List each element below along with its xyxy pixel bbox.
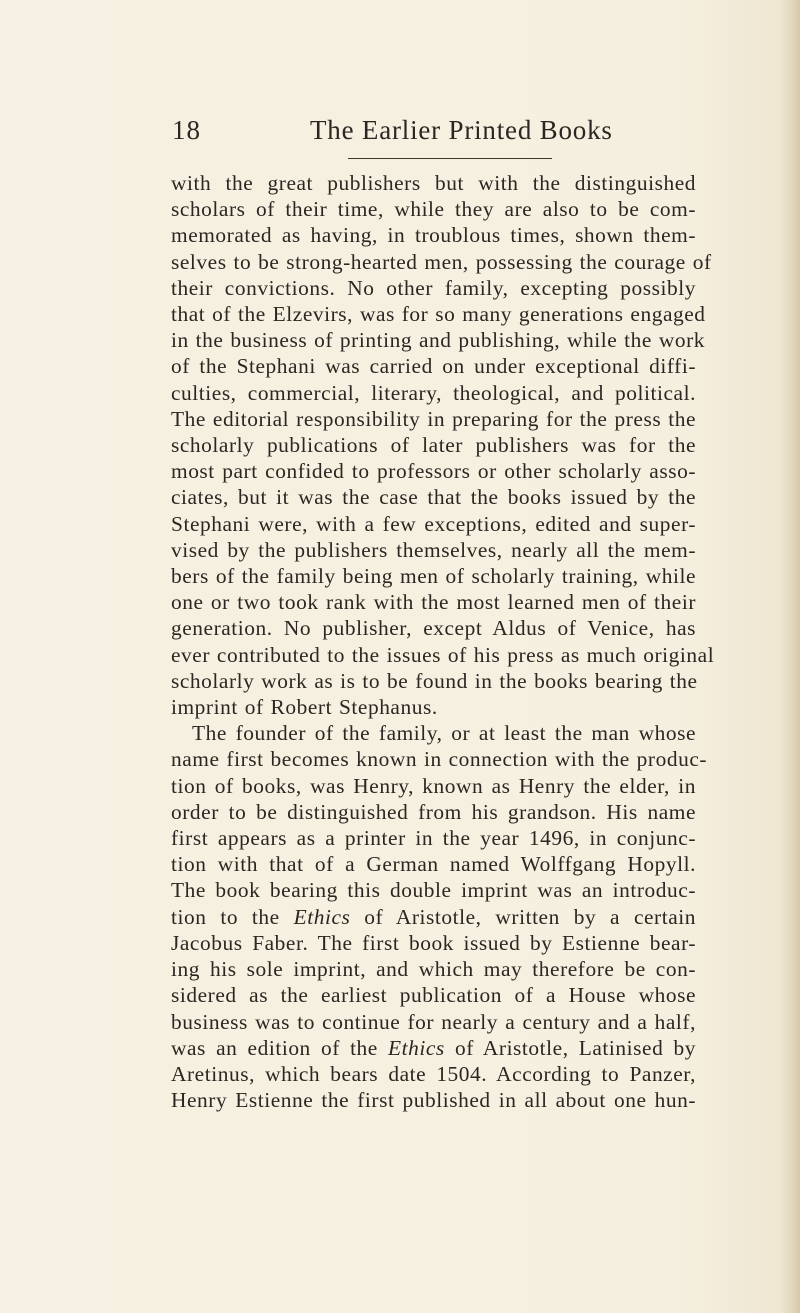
text-line: scholarly publications of later publishers was for the xyxy=(171,433,696,458)
text-line: bers of the family being men of scholarly training, while xyxy=(171,564,696,589)
text-segment: of Aristotle, Latinised by xyxy=(454,1035,696,1060)
text-line: tion with that of a German named Wolffgang Hopyll. xyxy=(171,852,696,877)
text-line: of the Stephani was carried on under exceptional diffi- xyxy=(171,354,696,379)
header-rule xyxy=(348,158,552,159)
text-line: in the business of printing and publishing, while the work xyxy=(171,328,706,353)
text-line: most part confided to professors or other scholarly asso- xyxy=(171,459,696,484)
text-line: generation. No publisher, except Aldus of Venice, has xyxy=(171,616,696,641)
text-line: business was to continue for nearly a century and a half, xyxy=(171,1009,696,1034)
text-line: name first becomes known in connection with the produc- xyxy=(171,747,708,772)
page-header xyxy=(172,112,692,152)
text-line: vised by the publishers themselves, nearly all the mem- xyxy=(171,537,696,562)
text-segment: tion to the xyxy=(171,904,280,929)
text-line: scholarly work as is to be found in the books bearing the xyxy=(171,668,698,693)
text-segment: of Aristotle, written by a certain xyxy=(364,904,697,929)
text-line: Stephani were, with a few exceptions, edited and super- xyxy=(171,511,696,536)
text-line: selves to be strong-hearted men, possessing the courage of xyxy=(171,249,712,274)
text-line: sidered as the earliest publication of a House whose xyxy=(171,983,696,1008)
text-line: that of the Elzevirs, was for so many generations engaged xyxy=(171,302,706,327)
text-line: order to be distinguished from his grandson. His name xyxy=(171,799,696,824)
text-line: memorated as having, in troublous times, shown them- xyxy=(171,223,696,248)
text-line: ever contributed to the issues of his press as much original xyxy=(171,642,715,667)
text-line: first appears as a printer in the year 1496, in conjunc- xyxy=(171,826,696,851)
running-title: The Earlier Printed Books xyxy=(310,115,613,145)
text-line: with the great publishers but with the distinguished xyxy=(171,171,696,195)
text-line: imprint of Robert Stephanus. xyxy=(171,695,438,720)
text-segment: was an edition of the xyxy=(171,1035,378,1060)
text-line: The founder of the family, or at least the man whose xyxy=(192,721,696,746)
text-line: ing his sole imprint, and which may therefore be con- xyxy=(171,957,696,982)
text-line: their convictions. No other family, excepting possibly xyxy=(171,275,696,300)
text-line: culties, commercial, literary, theological, and political. xyxy=(171,380,696,405)
text-line: Henry Estienne the first published in all about one hun- xyxy=(171,1088,696,1113)
text-line xyxy=(171,1035,696,1061)
text-line: one or two took rank with the most learned men of their xyxy=(171,590,696,615)
body-text xyxy=(171,170,715,1113)
text-line xyxy=(171,904,696,930)
text-line: scholars of their time, while they are also to be com- xyxy=(171,197,696,222)
text-line: The editorial responsibility in preparing for the press the xyxy=(171,406,696,431)
text-line: tion of books, was Henry, known as Henry the elder, in xyxy=(171,773,696,798)
book-title-ethics: Ethics xyxy=(293,904,351,929)
book-title-ethics: Ethics xyxy=(388,1035,445,1060)
page-edge-shadow xyxy=(782,0,800,1313)
text-line: ciates, but it was the case that the books issued by the xyxy=(171,485,696,510)
text-line: Aretinus, which bears date 1504. According to Panzer, xyxy=(171,1061,696,1086)
text-line: Jacobus Faber. The first book issued by Estienne bear- xyxy=(171,930,696,955)
text-line: The book bearing this double imprint was an introduc- xyxy=(171,878,696,903)
page-number: 18 xyxy=(172,115,201,145)
